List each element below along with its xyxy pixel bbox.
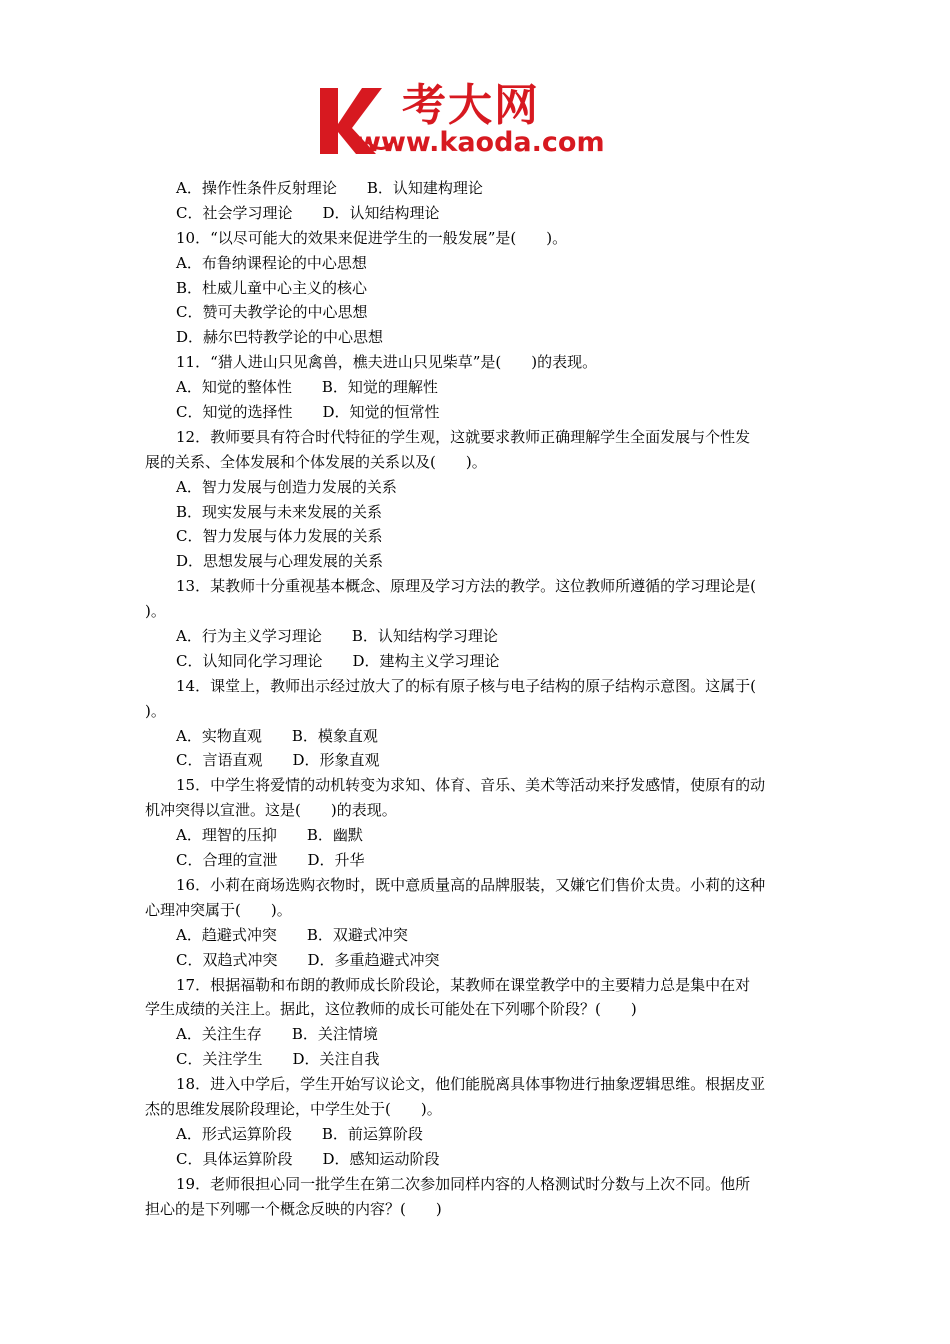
question-line: )。	[145, 602, 166, 621]
option-b: D．关注自我	[292, 1050, 380, 1069]
question-line: 10．“以尽可能大的效果来促进学生的一般发展”是( )。	[176, 228, 568, 247]
option-row	[145, 848, 810, 873]
option-a: A．知觉的整体性	[176, 378, 292, 397]
option-row	[145, 948, 810, 973]
option-row	[145, 1147, 810, 1172]
question-line: 机冲突得以宣泄。这是( )的表现。	[145, 801, 397, 820]
option-a: A．行为主义学习理论	[176, 627, 322, 646]
option-a: C．合理的宣泄	[176, 851, 278, 870]
question-line: 担心的是下列哪一个概念反映的内容？( )	[145, 1199, 442, 1218]
option-row	[145, 1047, 810, 1072]
option-b: B．双避式冲突	[306, 925, 408, 944]
option-b: D．升华	[307, 851, 365, 870]
option-a: C．社会学习理论	[176, 203, 293, 222]
option-line: B．杜威儿童中心主义的核心	[176, 278, 368, 297]
question-line: 18．进入中学后，学生开始写议论文，他们能脱离具体事物进行抽象逻辑思维。根据皮亚	[176, 1075, 766, 1094]
option-row	[145, 176, 810, 201]
option-line: A．智力发展与创造力发展的关系	[176, 477, 397, 496]
option-row	[145, 823, 810, 848]
option-a: A．操作性条件反射理论	[176, 179, 337, 197]
option-a: A．理智的压抑	[176, 826, 277, 845]
option-line: B．现实发展与未来发展的关系	[176, 502, 383, 521]
question-line: 15．中学生将爱情的动机转变为求知、体育、音乐、美术等活动来抒发感情，使原有的动	[176, 776, 766, 795]
option-line: A．布鲁纳课程论的中心思想	[176, 253, 367, 272]
option-row	[145, 923, 810, 948]
question-content	[145, 176, 810, 1221]
option-b: D．形象直观	[292, 751, 380, 770]
option-b: B．认知结构学习理论	[351, 627, 498, 646]
option-b: D．建构主义学习理论	[352, 651, 500, 670]
question-line: 14．课堂上，教师出示经过放大了的标有原子核与电子结构的原子结构示意图。这属于(	[176, 676, 756, 695]
question-line: 学生成绩的关注上。据此，这位教师的成长可能处在下列哪个阶段？( )	[145, 1000, 637, 1019]
question-line: 12．教师要具有符合时代特征的学生观，这就要求教师正确理解学生全面发展与个性发	[176, 427, 751, 446]
option-a: C．言语直观	[176, 751, 263, 770]
logo-text: 考大网	[402, 80, 540, 131]
option-a: C．关注学生	[176, 1050, 263, 1069]
kaoda-logo[interactable]	[316, 80, 638, 160]
option-a: C．知觉的选择性	[176, 403, 293, 422]
question-line: 展的关系、全体发展和个体发展的关系以及( )。	[145, 452, 487, 471]
option-row	[145, 649, 810, 674]
option-b: B．认知建构理论	[366, 179, 483, 197]
option-row	[145, 201, 810, 226]
option-b: B．前运算阶段	[321, 1124, 423, 1143]
option-b: B．知觉的理解性	[321, 378, 438, 397]
option-b: D．知觉的恒常性	[322, 403, 440, 422]
question-line: 16．小莉在商场选购衣物时，既中意质量高的品牌服装，又嫌它们售价太贵。小莉的这种	[176, 875, 766, 894]
question-line: )。	[145, 701, 166, 720]
question-line: 17．根据福勒和布朗的教师成长阶段论，某教师在课堂教学中的主要精力总是集中在对	[176, 975, 751, 994]
option-b: B．关注情境	[291, 1025, 378, 1044]
option-a: A．形式运算阶段	[176, 1124, 292, 1143]
option-b: D．认知结构理论	[322, 203, 440, 222]
option-line: C．智力发展与体力发展的关系	[176, 527, 383, 546]
option-b: B．模象直观	[291, 726, 378, 745]
option-a: A．趋避式冲突	[176, 925, 277, 944]
option-a: C．双趋式冲突	[176, 950, 278, 969]
question-line: 19．老师很担心同一批学生在第二次参加同样内容的人格测试时分数与上次不同。他所	[176, 1174, 751, 1193]
option-a: A．关注生存	[176, 1025, 262, 1044]
option-a: C．具体运算阶段	[176, 1149, 293, 1168]
option-b: B．幽默	[306, 826, 363, 845]
option-row	[145, 724, 810, 749]
question-line: 13．某教师十分重视基本概念、原理及学习方法的教学。这位教师所遵循的学习理论是(	[176, 577, 756, 596]
question-line: 心理冲突属于( )。	[145, 900, 292, 919]
option-line: C．赞可夫教学论的中心思想	[176, 303, 368, 322]
option-a: C．认知同化学习理论	[176, 651, 323, 670]
option-b: D．感知运动阶段	[322, 1149, 440, 1168]
option-row	[145, 1122, 810, 1147]
question-line: 11．“猎人进山只见禽兽，樵夫进山只见柴草”是( )的表现。	[176, 353, 598, 372]
option-a: A．实物直观	[176, 726, 262, 745]
option-row	[145, 1022, 810, 1047]
option-b: D．多重趋避式冲突	[307, 950, 440, 969]
option-row	[145, 748, 810, 773]
option-line: D．思想发展与心理发展的关系	[176, 552, 384, 571]
question-line: 杰的思维发展阶段理论，中学生处于( )。	[145, 1099, 442, 1118]
option-line: D．赫尔巴特教学论的中心思想	[176, 328, 384, 347]
option-row	[145, 624, 810, 649]
logo-url: www.kaoda.com	[356, 127, 605, 158]
option-row	[145, 400, 810, 425]
option-row	[145, 375, 810, 400]
